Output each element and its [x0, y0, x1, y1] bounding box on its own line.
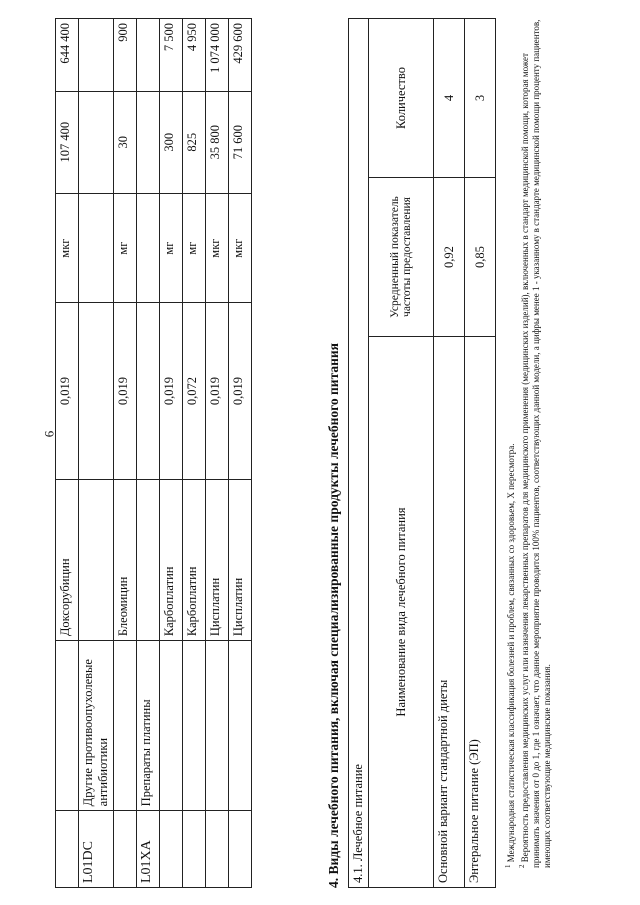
header-name: Наименование вида лечебного питания	[369, 336, 434, 887]
drug-total: 4 950	[183, 18, 206, 91]
drug-total: 429 600	[229, 18, 252, 91]
header-freq: Усредненный показатель частоты предоставления	[369, 177, 434, 336]
diet-table	[348, 18, 496, 888]
drug-total	[137, 18, 160, 91]
drug-code	[114, 810, 137, 887]
page-number: 6	[41, 430, 57, 438]
drug-dose: 71 600	[229, 91, 252, 193]
drug-drug	[137, 479, 160, 640]
drug-drug: Карбоплатин	[183, 479, 206, 640]
drug-freq	[137, 302, 160, 478]
drug-dose	[79, 91, 114, 193]
drug-unit: мкг	[56, 193, 79, 303]
table-row	[206, 18, 229, 887]
drug-unit	[137, 193, 160, 303]
footnote-2: $^2$ Вероятность предоставления медицинских услуг или назначения лекарственных препаратов для медицинского применения (медицинских изделий), включенных в стандарт медицинской помощи, которая может принимать значения от 0 до 1, где 1 означает, что данное мероприятие проводится 100% пациентов, соответствующих данной модели, а цифры менее 1 - указанному в стандарте медицинской помощи проценту пациентов, имеющих соответствующие медицинские показания.	[518, 19, 552, 868]
subsection-title: 4.1. Лечебное питание	[349, 18, 369, 887]
drug-group	[160, 640, 183, 810]
drug-total: 1 074 000	[206, 18, 229, 91]
drug-group: Другие противоопухолевые антибиотики	[79, 640, 114, 810]
drug-freq: 0,019	[229, 302, 252, 478]
diet-qty: 3	[465, 18, 496, 177]
drug-freq: 0,019	[206, 302, 229, 478]
drug-drug: Карбоплатин	[160, 479, 183, 640]
diet-name: Основной вариант стандартной диеты	[434, 336, 465, 887]
drug-drug: Цисплатин	[229, 479, 252, 640]
footnote-1: $^1$ Международная статистическая классификация болезней и проблем, связанных со здоровьем, X пересмотра.	[504, 442, 516, 868]
drug-unit: мг	[160, 193, 183, 303]
drug-unit: мкг	[206, 193, 229, 303]
header-qty: Количество	[369, 18, 434, 177]
drug-code	[206, 810, 229, 887]
drug-dose: 35 800	[206, 91, 229, 193]
drug-dose	[137, 91, 160, 193]
table-row	[114, 18, 137, 887]
drug-dose: 825	[183, 91, 206, 193]
drug-dose: 107 400	[56, 91, 79, 193]
table-row	[183, 18, 206, 887]
rotated-sheet	[55, 18, 585, 888]
drug-freq	[79, 302, 114, 478]
table-row	[79, 18, 114, 887]
diet-freq: 0,85	[465, 177, 496, 336]
drug-code: L01DC	[79, 810, 114, 887]
table-row	[160, 18, 183, 887]
drug-freq: 0,019	[160, 302, 183, 478]
drug-code	[183, 810, 206, 887]
footnotes	[503, 18, 553, 888]
drug-drug: Цисплатин	[206, 479, 229, 640]
drug-name: Доксорубицин	[56, 479, 79, 640]
table-row	[229, 18, 252, 887]
drug-code: L01XA	[137, 810, 160, 887]
drug-freq: 0,019	[56, 302, 79, 478]
drug-unit	[79, 193, 114, 303]
diet-qty: 4	[434, 18, 465, 177]
drug-unit: мкг	[229, 193, 252, 303]
drug-group	[114, 640, 137, 810]
drug-group	[229, 640, 252, 810]
drug-dose: 30	[114, 91, 137, 193]
table-row	[137, 18, 160, 887]
drug-freq: 0,019	[114, 302, 137, 478]
diet-freq: 0,92	[434, 177, 465, 336]
drug-drug: Блеомицин	[114, 479, 137, 640]
drug-dose: 300	[160, 91, 183, 193]
drug-unit: мг	[183, 193, 206, 303]
drug-unit: мг	[114, 193, 137, 303]
drug-code	[160, 810, 183, 887]
table-row	[434, 18, 465, 887]
drug-total: 644 400	[56, 18, 79, 91]
drug-code	[229, 810, 252, 887]
table-row	[465, 18, 496, 887]
drug-total: 900	[114, 18, 137, 91]
section-title: 4. Виды лечебного питания, включая специализированные продукты лечебного питания	[326, 342, 341, 888]
drug-table	[55, 18, 252, 888]
drug-group	[183, 640, 206, 810]
drug-total	[79, 18, 114, 91]
drug-total: 7 500	[160, 18, 183, 91]
diet-name: Энтеральное питание (ЭП)	[465, 336, 496, 887]
table-row	[56, 18, 79, 887]
drug-group: Препараты платины	[137, 640, 160, 810]
drug-drug	[79, 479, 114, 640]
drug-freq: 0,072	[183, 302, 206, 478]
drug-group	[206, 640, 229, 810]
